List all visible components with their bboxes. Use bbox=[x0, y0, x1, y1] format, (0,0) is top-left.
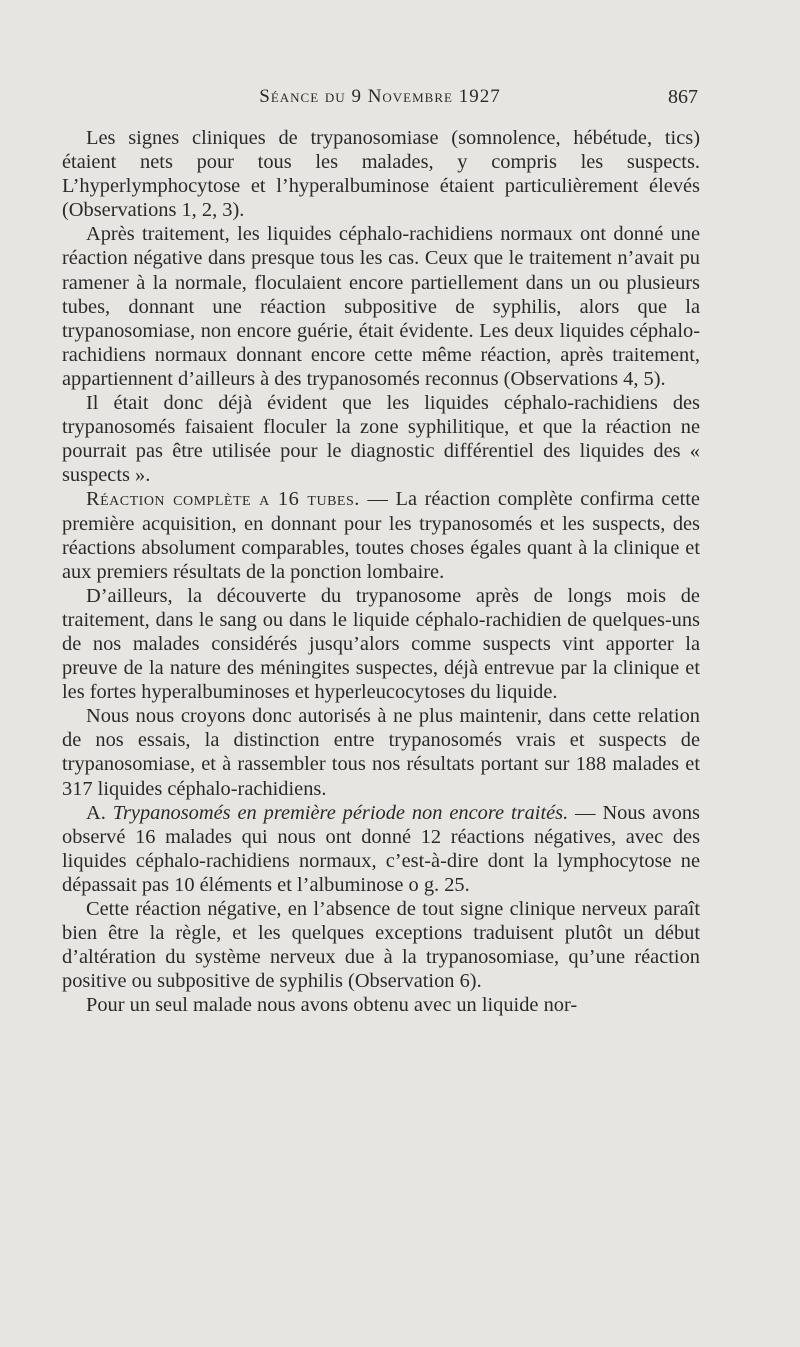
page-number: 867 bbox=[668, 86, 698, 108]
section-subheading: Trypanosomés en première période non encore traités. bbox=[112, 801, 569, 824]
paragraph-2: Après traitement, les liquides céphalo-rachidiens normaux ont donné une réaction négative dans presque tous les cas. Ceux que le traitement n’avait pu ramener à la normale, floculaient encore partiellement dans un ou plusieurs tubes, donnant une réaction subpositive de syphilis, alors que la trypanosomiase, non encore guérie, était évidente. Les deux liquides céphalo-rachidiens normaux donnant encore cette même réaction, après traitement, appartiennent d’ailleurs à des trypanosomés reconnus (Observations 4, 5). bbox=[62, 223, 700, 390]
paragraph-4 bbox=[62, 487, 700, 583]
paragraph-8: Cette réaction négative, en l’absence de tout signe clinique nerveux paraît bien être la règle, et les quelques exceptions traduisent plutôt un début d’altération du système nerveux due à la trypanosomiase, qu’une réaction positive ou subpositive de syphilis (Observation 6). bbox=[62, 898, 700, 993]
running-title: Séance du 9 Novembre 1927 bbox=[259, 86, 501, 107]
paragraph-7-text: — Nous avons observé 16 malades qui nous ont donné 12 réactions négatives, avec des liquides céphalo-rachidiens normaux, c’est-à-dire dont la lymphocytose ne dépassait pas 10 éléments et l’albuminose o g. 25. bbox=[62, 801, 700, 896]
paragraph-6: Nous nous croyons donc autorisés à ne plus maintenir, dans cette relation de nos essais, la distinction entre trypanosomés vrais et suspects de trypanosomiase, et à rassembler tous nos résultats portant sur 188 malades et 317 liquides céphalo-rachidiens. bbox=[62, 705, 700, 800]
paragraph-9: Pour un seul malade nous avons obtenu avec un liquide nor- bbox=[86, 994, 578, 1017]
body-text bbox=[62, 126, 700, 1017]
paragraph-1: Les signes cliniques de trypanosomiase (somnolence, hébétude, tics) étaient nets pour tous les malades, y compris les suspects. L’hyperlymphocytose et l’hyperalbuminose étaient particulièrement élevés (Observations 1, 2, 3). bbox=[62, 127, 700, 222]
section-label: A. bbox=[86, 801, 106, 824]
paragraph-4-text: — La réaction complète confirma cette première acquisition, en donnant pour les trypanosomés et les suspects, des réactions absolument comparables, toutes choses égales quant à la clinique et aux premiers résultats de la ponction lombaire. bbox=[62, 488, 700, 583]
paragraph-5: D’ailleurs, la découverte du trypanosome après de longs mois de traitement, dans le sang ou dans le liquide céphalo-rachidien de quelques-uns de nos malades considérés jusqu’alors comme suspects vint apporter la preuve de la nature des méningites suspectes, déjà entrevue par la clinique et les fortes hyperalbuminoses et hyperleucocytoses du liquide. bbox=[62, 584, 700, 704]
section-heading: Réaction complète a 16 tubes. bbox=[86, 488, 360, 511]
paragraph-3: Il était donc déjà évident que les liquides céphalo-rachidiens des trypanosomés faisaient floculer la zone syphilitique, et que la réaction ne pourrait pas être utilisée pour le diagnostic différentiel des liquides des « suspects ». bbox=[62, 392, 700, 487]
running-head bbox=[62, 86, 698, 114]
paragraph-7 bbox=[62, 801, 700, 897]
